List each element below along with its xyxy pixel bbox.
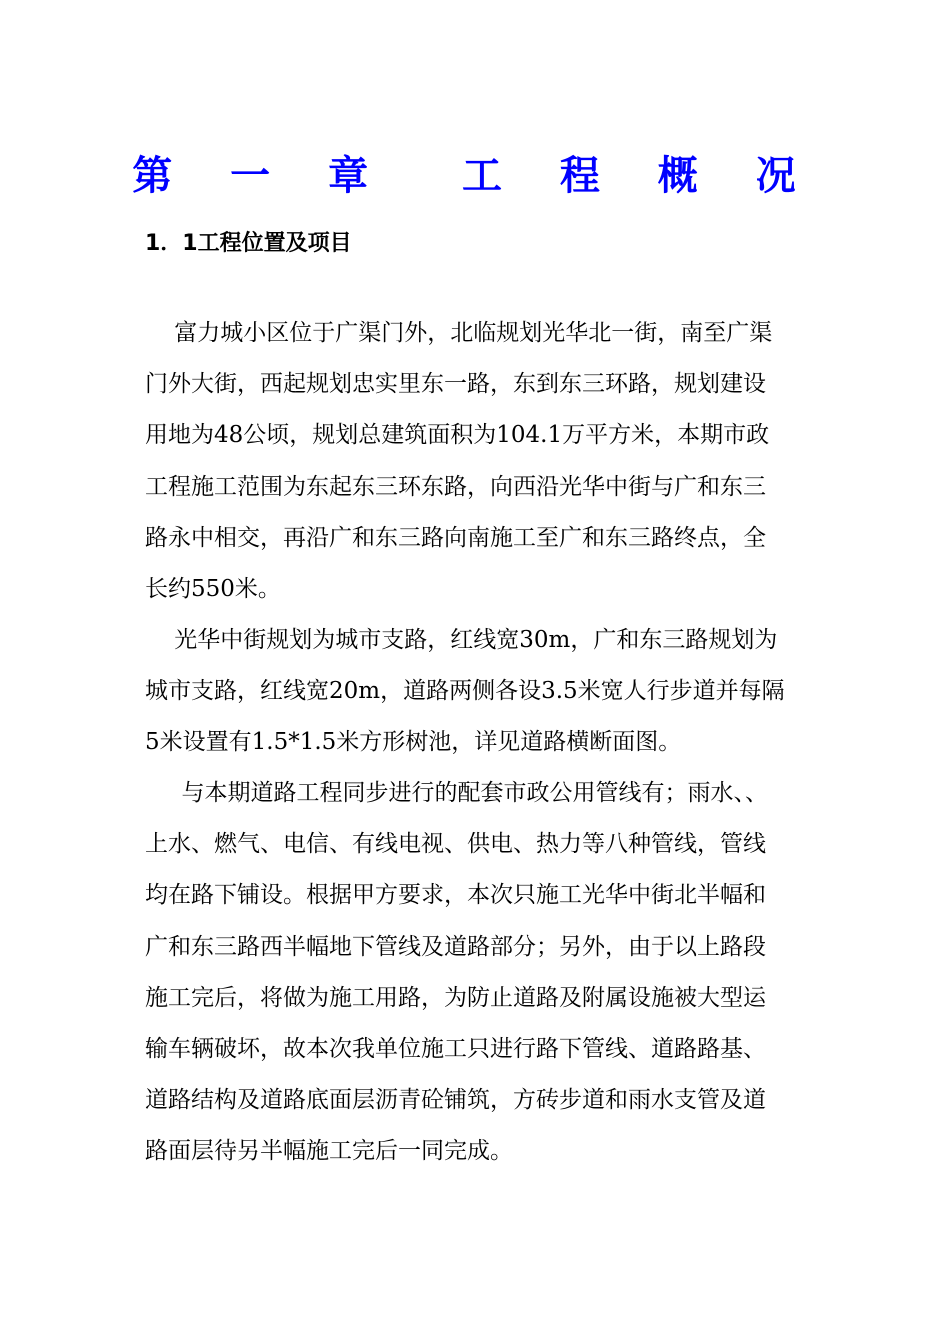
text-line: 与本期道路工程同步进行的配套市政公用管线有；雨水、、 [145,780,769,806]
text-line: 门外大街，西起规划忠实里东一路，东到东三环路，规划建设 [145,371,766,398]
paragraph-location [145,308,817,615]
text-line: 长约550米。 [145,575,281,602]
text-line: 工程施工范围为东起东三环东路，向西沿光华中街与广和东三 [145,473,766,500]
section-heading: 1．1工程位置及项目 [145,231,352,256]
text-line: 均在路下铺设。根据甲方要求，本次只施工光华中街北半幅和 [145,882,766,909]
paragraph-pipelines [145,768,817,1178]
text-line: 施工完后，将做为施工用路，为防止道路及附属设施被大型运 [145,984,766,1011]
text-line: 广和东三路西半幅地下管线及道路部分；另外，由于以上路段 [145,933,766,960]
text-line: 用地为48公顷，规划总建筑面积为104.1万平方米，本期市政 [145,422,770,449]
chapter-title: 第 一 章 工 程 概 况 [132,153,818,199]
text-line: 光华中街规划为城市支路，红线宽30m，广和东三路规划为 [145,627,778,653]
text-line: 路永中相交，再沿广和东三路向南施工至广和东三路终点，全 [145,524,766,551]
text-line: 富力城小区位于广渠门外，北临规划光华北一街，南至广渠 [145,320,773,346]
text-line: 上水、燃气、电信、有线电视、供电、热力等八种管线，管线 [145,831,766,858]
paragraph-roads [145,615,817,769]
text-line: 城市支路，红线宽20m，道路两侧各设3.5米宽人行步道并每隔 [145,678,785,705]
text-line: 5米设置有1.5*1.5米方形树池，详见道路横断面图。 [145,729,682,756]
text-line: 路面层待另半幅施工完后一同完成。 [145,1138,513,1165]
text-line: 道路结构及道路底面层沥青砼铺筑，方砖步道和雨水支管及道 [145,1087,766,1114]
text-line: 输车辆破坏，故本次我单位施工只进行路下管线、道路路基、 [145,1035,766,1062]
